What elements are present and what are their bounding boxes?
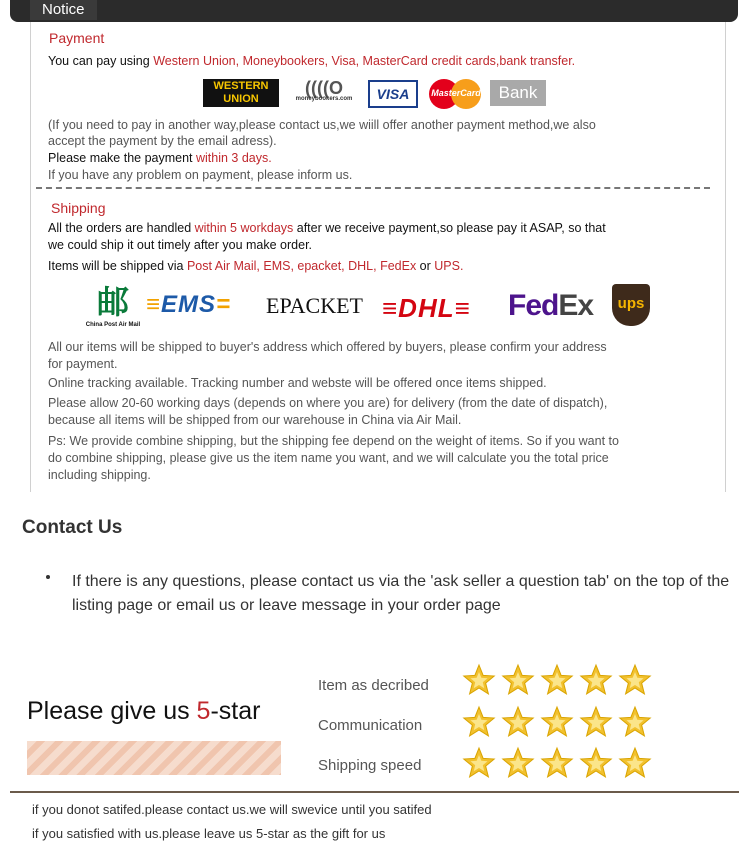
star-icon xyxy=(540,746,574,780)
western-union-logo xyxy=(203,79,279,107)
shipping-via-prefix: Items will be shipped via xyxy=(48,259,187,273)
star-icon xyxy=(540,705,574,739)
shipping-via-last: UPS. xyxy=(434,259,464,273)
visa-logo: VISA xyxy=(368,80,418,108)
moneybookers-logo xyxy=(290,78,358,108)
star-icon xyxy=(462,705,496,739)
decorative-pattern xyxy=(27,741,281,775)
shipping-via-or: or xyxy=(416,259,435,273)
payment-deadline-prefix: Please make the payment xyxy=(48,151,196,165)
star-icon xyxy=(579,746,613,780)
shipping-title: Shipping xyxy=(51,200,106,216)
five-star-request-prefix: Please give us xyxy=(27,697,197,725)
shipping-address-line-1: All our items will be shipped to buyer's address which offered by buyers, please confirm your address xyxy=(48,340,607,354)
star-icon xyxy=(462,746,496,780)
contact-text: If there is any questions, please contact us via the 'ask seller a question tab' on the top of the listing page or email us or leave message in your order page xyxy=(72,573,730,614)
shipping-handled-line xyxy=(48,221,606,235)
mastercard-text: MasterCard xyxy=(431,88,481,98)
shipping-handled-value: within 5 workdays xyxy=(194,221,294,235)
footer-divider xyxy=(10,791,739,793)
notice-tab[interactable]: Notice xyxy=(30,0,97,20)
footer-line-1: if you donot satifed.please contact us.we will swevice until you satifed xyxy=(32,802,432,817)
payment-problem-line: If you have any problem on payment, please inform us. xyxy=(48,168,353,182)
shipping-combine-line-1: Ps: We provide combine shipping, but the shipping fee depend on the weight of items. So if you want to xyxy=(48,434,619,448)
china-post-logo xyxy=(84,283,142,333)
star-icon xyxy=(501,663,535,697)
payment-deadline-line xyxy=(48,151,272,165)
star-icon xyxy=(501,746,535,780)
star-icon xyxy=(618,746,652,780)
rating-label-item: Item as decribed xyxy=(318,677,429,694)
payment-note-line-2: accept the payment by the email adress). xyxy=(48,134,277,148)
shipping-via-methods: Post Air Mail, EMS, epacket, DHL, FedEx xyxy=(186,259,417,273)
five-star-request-suffix: -star xyxy=(210,697,261,725)
payment-deadline-value: within 3 days. xyxy=(196,151,272,165)
star-icon xyxy=(579,663,613,697)
bank-logo: Bank xyxy=(490,80,546,106)
shipping-handled-prefix: All the orders are handled xyxy=(48,221,195,235)
rating-label-communication: Communication xyxy=(318,717,423,734)
china-post-text: China Post Air Mail xyxy=(85,322,141,328)
rating-stars-item xyxy=(462,663,658,697)
star-icon xyxy=(501,705,535,739)
western-union-text-2: UNION xyxy=(223,93,259,105)
moneybookers-mark: ((((O xyxy=(305,78,343,98)
ems-prefix-lines: ≡ xyxy=(146,291,162,318)
section-divider xyxy=(36,187,710,189)
fedex-ex: Ex xyxy=(558,289,594,322)
payment-note-line-1: (If you need to pay in another way,please contact us,we wiill offer another payment method,we also xyxy=(48,118,596,132)
shipping-handled-suffix: after we receive payment,so please pay it ASAP, so that xyxy=(293,221,606,235)
mastercard-logo xyxy=(429,79,483,109)
rating-stars-communication xyxy=(462,705,658,739)
contact-title: Contact Us xyxy=(22,517,123,538)
footer-line-2: if you satisfied with us.please leave us 5-star as the gift for us xyxy=(32,826,386,841)
moneybookers-text: moneybookers.com xyxy=(295,96,353,102)
payment-methods-prefix: You can pay using xyxy=(48,54,154,68)
payment-title: Payment xyxy=(49,30,105,46)
five-star-request-number: 5 xyxy=(196,697,211,725)
star-icon xyxy=(579,705,613,739)
dhl-logo: ≡DHL≡ xyxy=(382,293,471,323)
ems-suffix-lines: = xyxy=(216,291,232,318)
ems-logo xyxy=(146,292,256,318)
shipping-address-line-2: for payment. xyxy=(48,357,118,371)
shipping-via-line xyxy=(48,259,463,273)
china-post-glyph: 邮 xyxy=(96,284,129,320)
notice-header-bar xyxy=(10,0,738,22)
payment-methods-list: Western Union, Moneybookers, Visa, MasterCard credit cards,bank transfer. xyxy=(153,54,576,68)
shipping-handled-line-2: we could ship it out timely after you make order. xyxy=(48,238,313,252)
shipping-combine-line-2: do combine shipping, please give us the item name you want, and we will calculate you the total price xyxy=(48,451,609,465)
rating-label-shipping: Shipping speed xyxy=(318,757,422,774)
shipping-combine-line-3: including shipping. xyxy=(48,468,151,482)
shipping-tracking-line: Online tracking available. Tracking number and webste will be offered once items shipped. xyxy=(48,376,547,390)
fedex-fed: Fed xyxy=(508,289,559,322)
ems-text: EMS xyxy=(161,291,217,318)
rating-stars-shipping xyxy=(462,746,658,780)
star-icon xyxy=(618,663,652,697)
ups-logo: ups xyxy=(612,284,650,326)
fedex-logo xyxy=(508,289,593,323)
bullet-icon xyxy=(46,575,50,579)
five-star-request xyxy=(27,697,260,726)
star-icon xyxy=(462,663,496,697)
payment-methods-line xyxy=(48,54,575,68)
star-icon xyxy=(540,663,574,697)
shipping-delivery-line-1: Please allow 20-60 working days (depends on where you are) for delivery (from the date of dispatch), xyxy=(48,396,608,410)
star-icon xyxy=(618,705,652,739)
epacket-logo: EPACKET xyxy=(266,293,363,318)
western-union-text-1: WESTERN xyxy=(213,80,269,92)
shipping-delivery-line-2: because all items will be shipped from our warehouse in China via Air Mail. xyxy=(48,413,462,427)
